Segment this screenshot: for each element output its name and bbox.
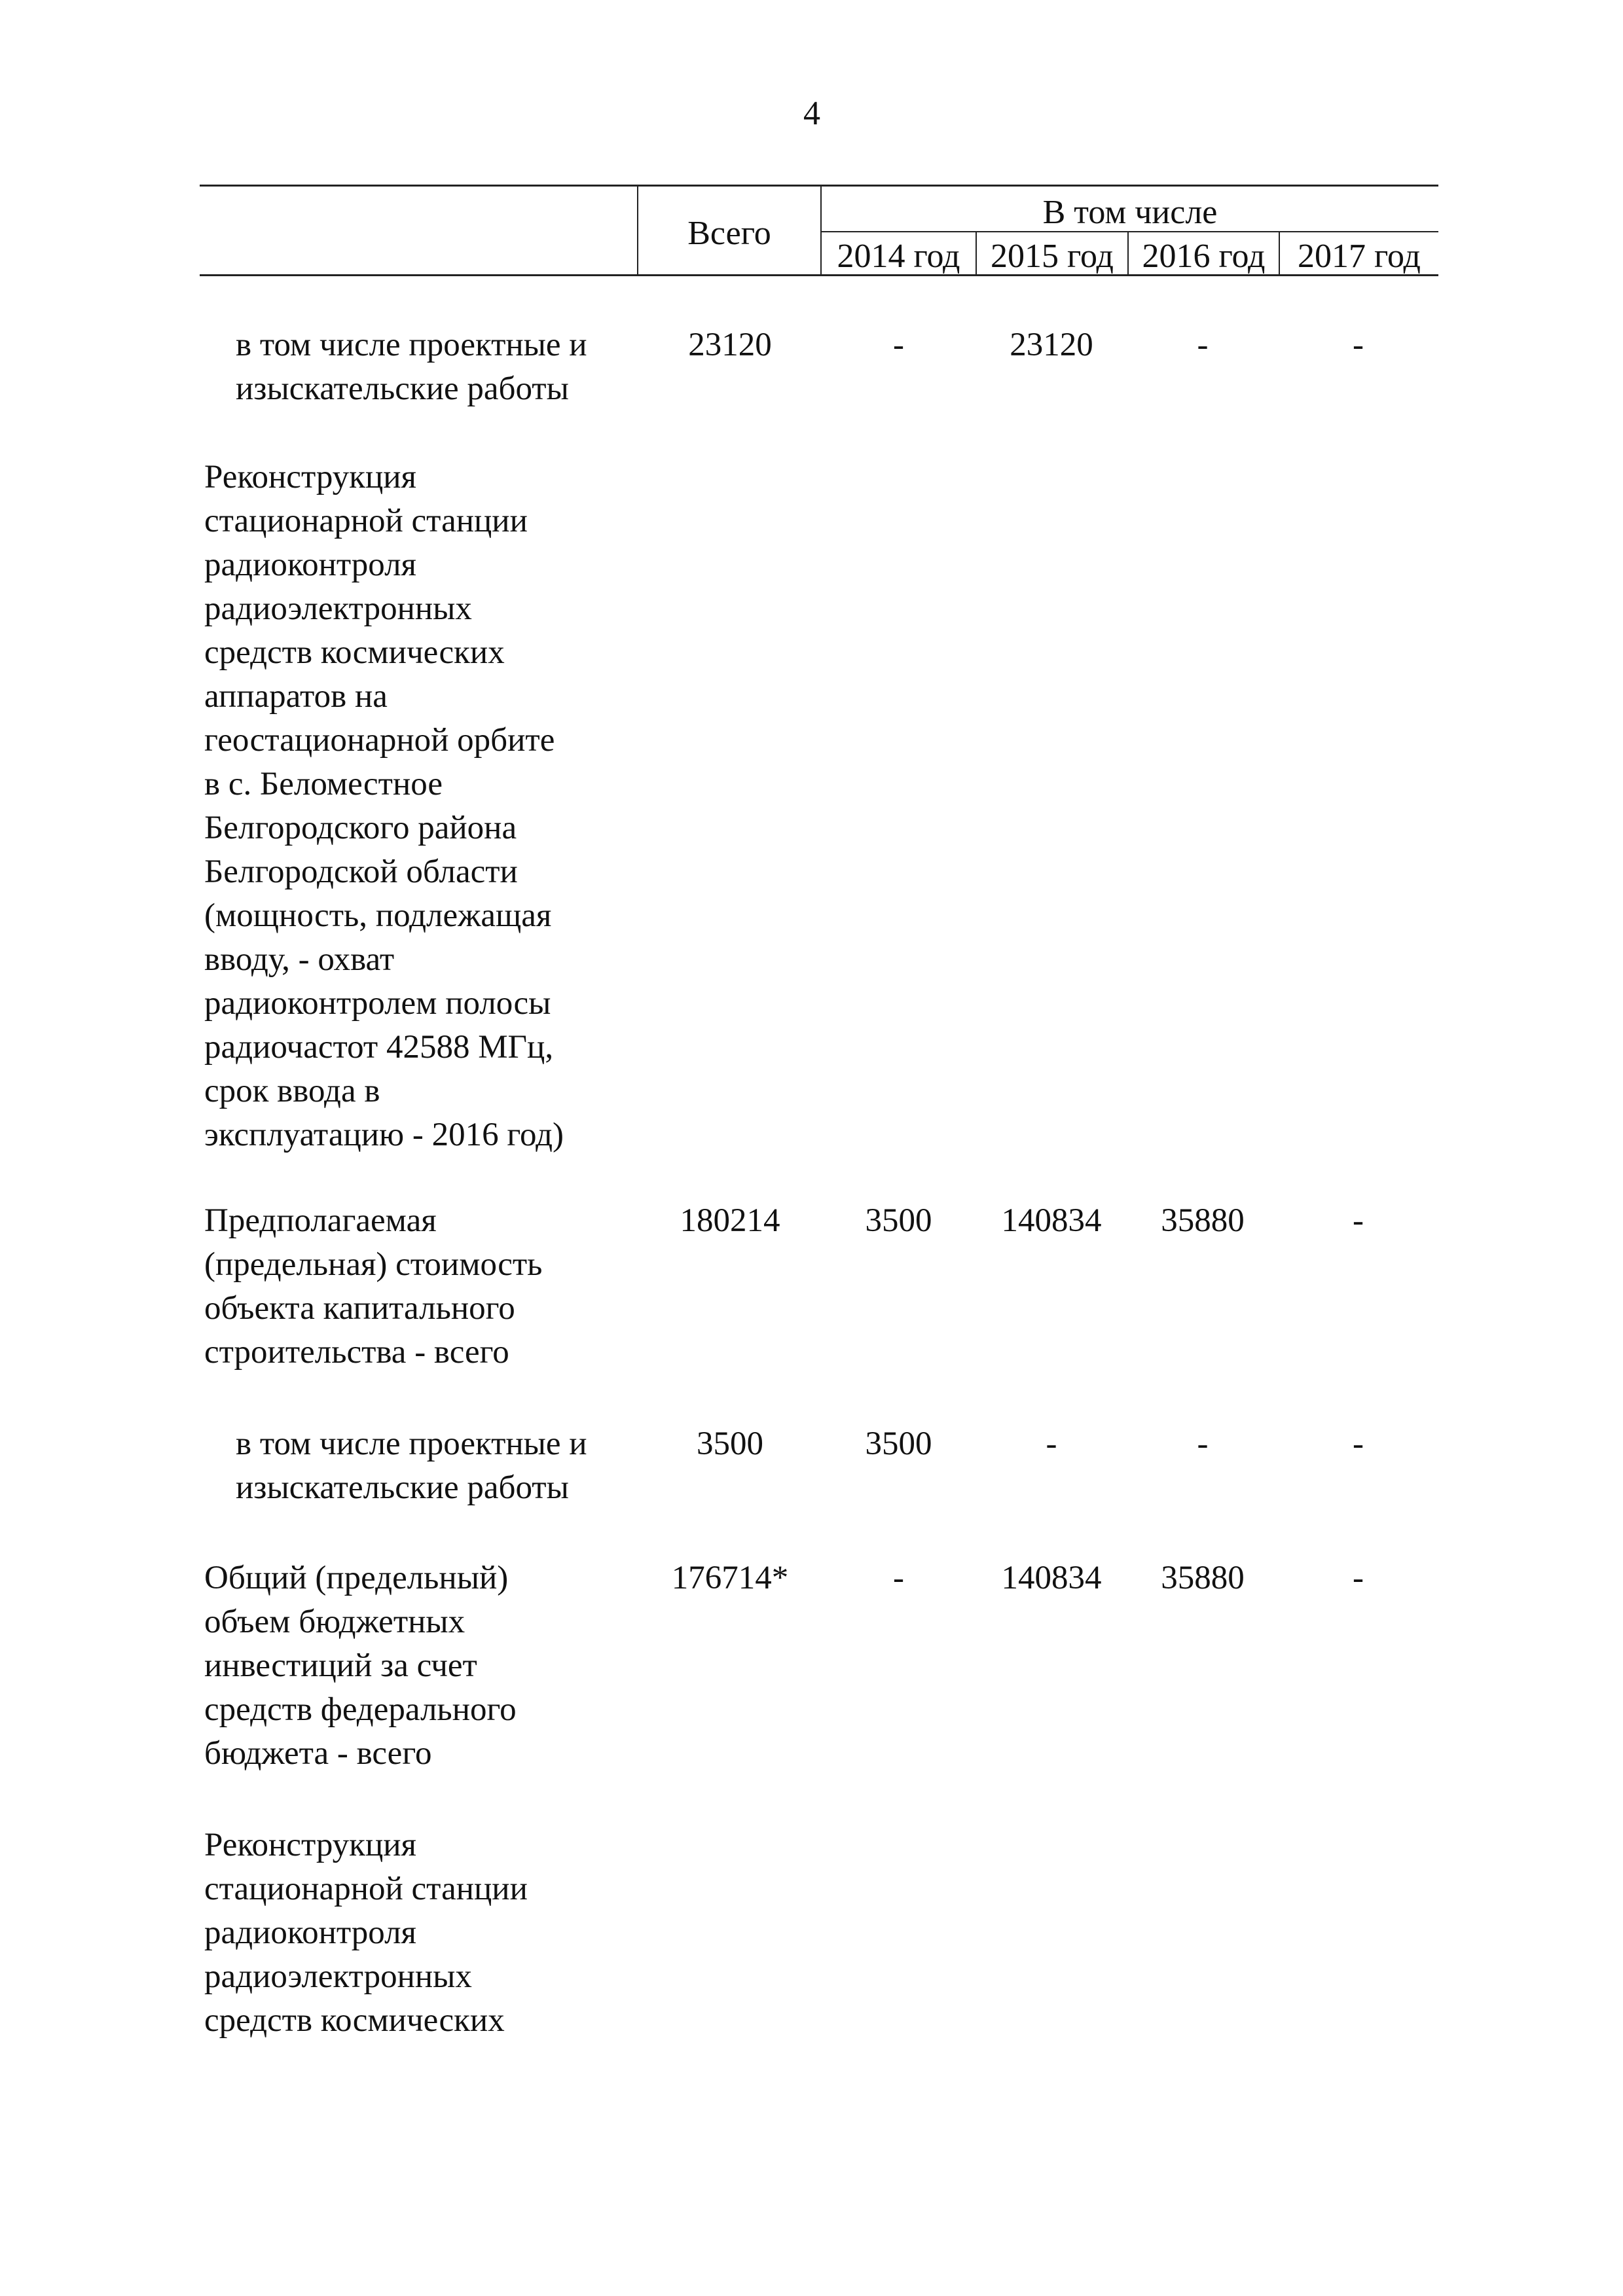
row-value-2015: 140834 <box>1001 1560 1102 1596</box>
header-year-2016: 2016 год <box>1142 238 1266 275</box>
header-divider <box>820 231 1438 232</box>
row-label: Реконструкция стационарной станции радиоконтроля радиоэлектронных средств космических аппаратов на геостационарной орбите в с. Беломестное Белгородского района Белгородской области (мощность, подлежащая вводу, - охват радиоконтролем полосы радиочастот 42588 МГц, срок ввода в эксплуатацию - 2016 год) <box>204 459 564 1153</box>
row-value-2016: 35880 <box>1161 1202 1245 1239</box>
row-value-2014: - <box>893 327 904 363</box>
row-value-2015: 23120 <box>1010 327 1093 363</box>
row-value-total: 3500 <box>697 1426 763 1462</box>
header-year-2015: 2015 год <box>991 238 1114 275</box>
row-label: в том числе проектные и изыскательские работы <box>236 1426 587 1506</box>
row-value-2015: - <box>1046 1426 1057 1462</box>
row-value-2016: - <box>1197 327 1209 363</box>
row-value-2015: 140834 <box>1001 1202 1102 1239</box>
row-value-2017: - <box>1353 1202 1364 1239</box>
row-value-2017: - <box>1353 1426 1364 1462</box>
row-value-2016: 35880 <box>1161 1560 1245 1596</box>
row-label: в том числе проектные и изыскательские работы <box>236 327 587 407</box>
page-number: 4 <box>803 95 820 132</box>
row-value-total: 180214 <box>680 1202 780 1239</box>
row-label: Предполагаемая (предельная) стоимость объекта капитального строительства - всего <box>204 1202 543 1371</box>
header-year-2017: 2017 год <box>1298 238 1421 275</box>
row-label: Общий (предельный) объем бюджетных инвестиций за счет средств федерального бюджета - всего <box>204 1560 517 1772</box>
header-total: Всего <box>687 215 771 252</box>
row-value-total: 23120 <box>688 327 772 363</box>
row-value-2017: - <box>1353 1560 1364 1596</box>
header-year-2014: 2014 год <box>837 238 960 275</box>
row-value-2017: - <box>1353 327 1364 363</box>
row-value-2014: 3500 <box>865 1202 932 1239</box>
header-including: В том числе <box>1042 194 1218 231</box>
row-label: Реконструкция стационарной станции радиоконтроля радиоэлектронных средств космических <box>204 1827 528 2039</box>
table-header <box>200 185 1438 276</box>
row-value-2016: - <box>1197 1426 1209 1462</box>
row-value-2014: 3500 <box>865 1426 932 1462</box>
row-value-2014: - <box>893 1560 904 1596</box>
row-value-total: 176714* <box>671 1560 789 1596</box>
